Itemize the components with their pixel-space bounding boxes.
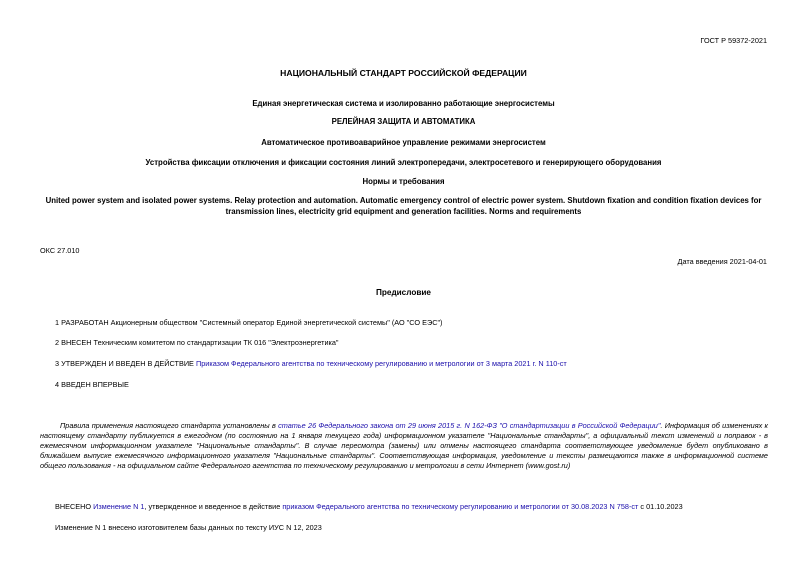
title-line-1: Единая энергетическая система и изолированно работающие энергосистемы [252, 99, 555, 108]
order-link[interactable]: Приказом Федерального агентства по техническому регулированию и метрологии от 3 марта 2021 г. N 110-ст [195, 359, 567, 368]
amendment-order-link[interactable]: приказом Федерального агентства по техническому регулированию и метрологии от 30.08.2023 N 758-ст [282, 502, 639, 511]
preface-heading: Предисловие [376, 288, 431, 297]
title-line-3: Автоматическое противоаварийное управление режимами энергосистем [261, 138, 546, 147]
federal-law-link[interactable]: статье 26 Федерального закона от 29 июня 2015 г. N 162-ФЗ "О стандартизации в Российской Федерации" [278, 421, 661, 430]
application-rules-paragraph [40, 421, 768, 471]
introduction-date: Дата введения 2021-04-01 [677, 257, 767, 266]
amendment-middle: , утвержденное и введенное в действие [144, 502, 283, 511]
rules-text-1: Правила применения настоящего стандарта установлены в [60, 421, 279, 430]
rules-text-2: . Информация об изменениях к настоящему стандарту публикуется в ежегодном (по состоянию на 1 января текущего года) информационном указателе "Национальные стандарты", а официальный текст изменений и поправок - в ежемесячном информационном указателе "Национальные стандарты". В случае пересмотра (замены) или отмены настоящего стандарта соответствующее уведомление будет опубликовано в ближайшем выпуске ежемесячного информационного указателя "Национальные стандарты". Соответствующая информация, уведомление и тексты размещаются также в информационной системе общего пользования - на официальном сайте Федерального агентства по техническому регулированию и метрологии в сети Интернет (www.gost.ru) [40, 421, 768, 471]
gost-number: ГОСТ Р 59372-2021 [700, 36, 767, 45]
title-line-4: Устройства фиксации отключения и фиксации состояния линий электропередачи, электросетевого и генерирующего оборудования [145, 158, 662, 167]
amendment-prefix: ВНЕСЕНО [55, 502, 94, 511]
preface-item-3-text: 3 УТВЕРЖДЕН И ВВЕДЕН В ДЕЙСТВИЕ [55, 359, 196, 368]
preface-item-1: 1 РАЗРАБОТАН Акционерным обществом "Системный оператор Единой энергетической системы" (АО "СО ЕЭС") [55, 318, 443, 327]
oks-code: ОКС 27.010 [40, 246, 80, 255]
amendment-suffix: с 01.10.2023 [638, 502, 683, 511]
amendment-line [55, 502, 683, 511]
preface-item-2: 2 ВНЕСЕН Техническим комитетом по стандартизации ТК 016 "Электроэнергетика" [55, 338, 339, 347]
preface-item-3 [55, 359, 567, 368]
amendment-link[interactable]: Изменение N 1 [93, 502, 145, 511]
standard-type-heading: НАЦИОНАЛЬНЫЙ СТАНДАРТ РОССИЙСКОЙ ФЕДЕРАЦИИ [280, 68, 527, 78]
title-line-5: Нормы и требования [362, 177, 445, 186]
amendment-note: Изменение N 1 внесено изготовителем базы данных по тексту ИУС N 12, 2023 [55, 523, 322, 532]
english-title: United power system and isolated power systems. Relay protection and automation. Automatic emergency control of electric power system. Shutdown fixation and condition fixation devices for transmission lines, electricity grid equipment and generation facilities. Norms and requirements [45, 196, 762, 216]
title-line-2: РЕЛЕЙНАЯ ЗАЩИТА И АВТОМАТИКА [331, 117, 476, 126]
preface-item-4: 4 ВВЕДЕН ВПЕРВЫЕ [55, 380, 129, 389]
